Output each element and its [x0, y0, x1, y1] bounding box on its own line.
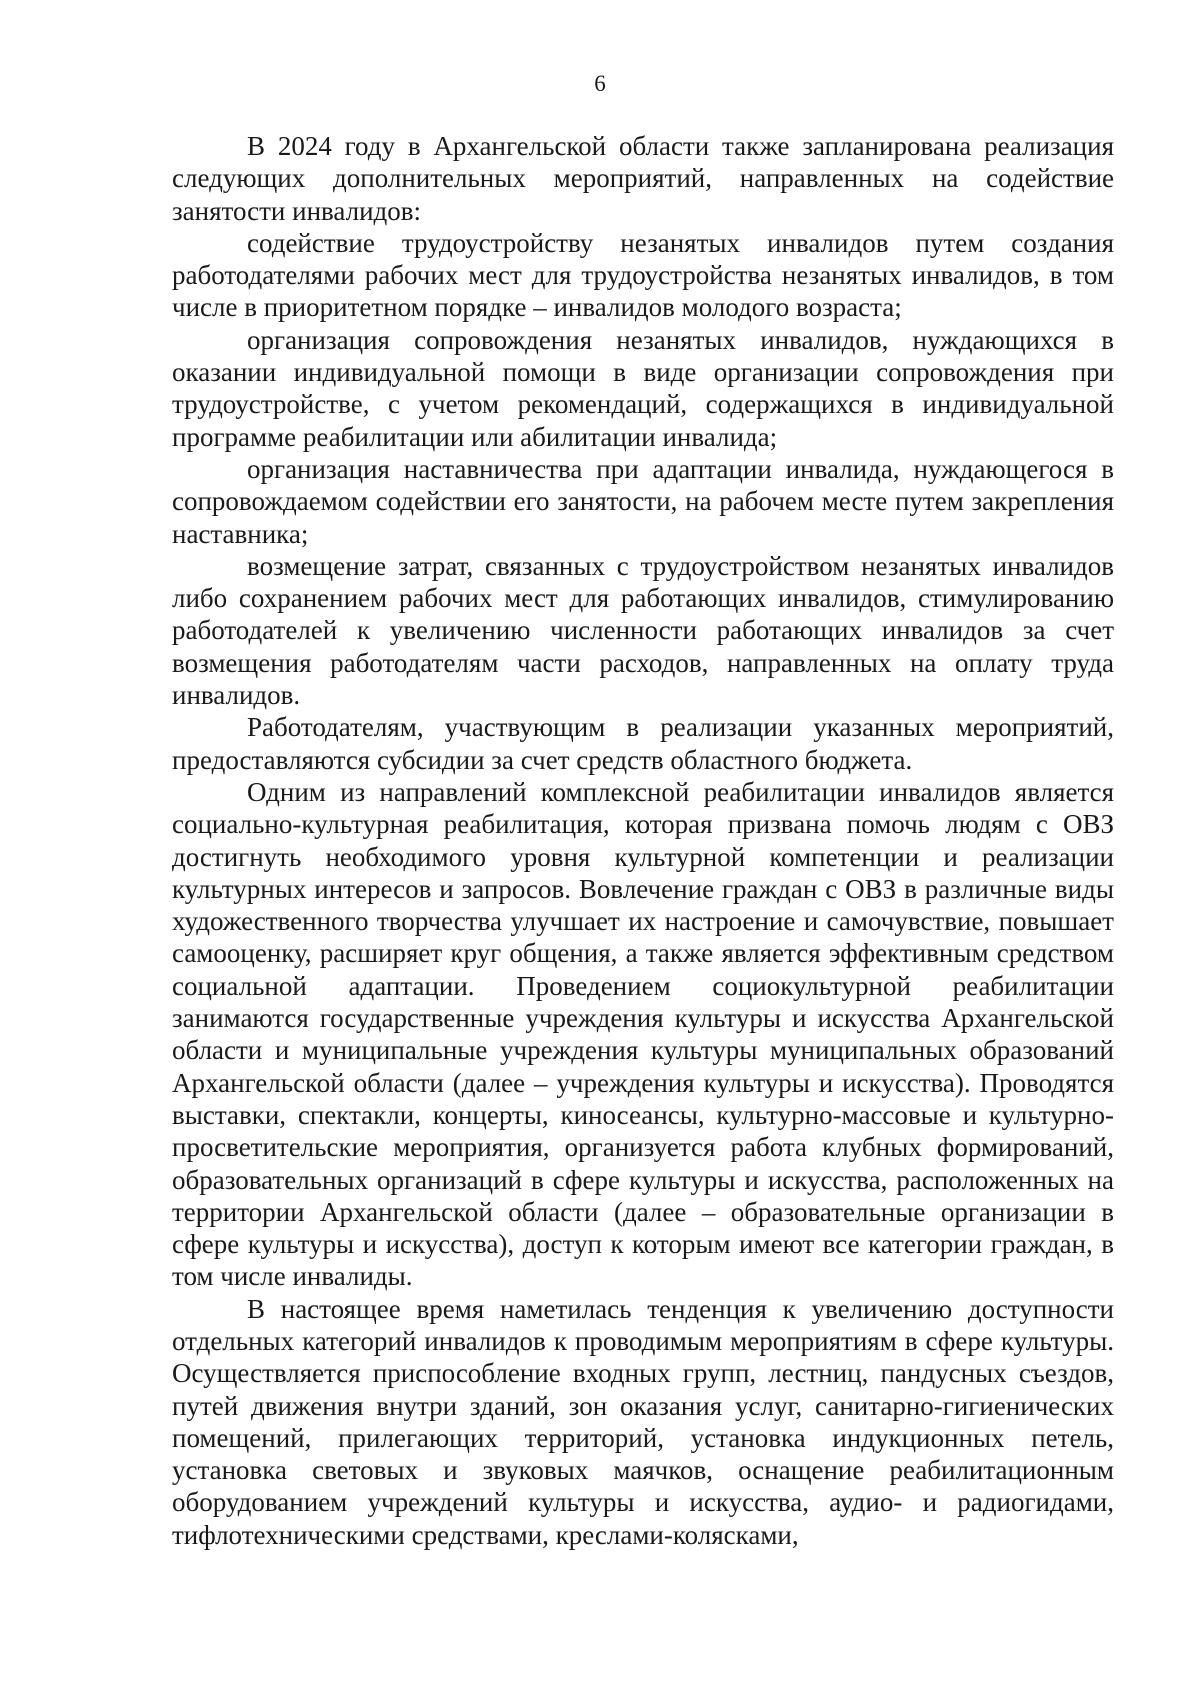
paragraph-intro: В 2024 году в Архангельской области также запланирована реализация следующих дополнительных мероприятий, направленных на содействие занятости инвалидов:: [172, 131, 1114, 226]
document-body: [172, 130, 1114, 1551]
paragraph-accessibility: В настоящее время наметилась тенденция к увеличению доступности отдельных категорий инвалидов к проводимым мероприятиям в сфере культуры. Осуществляется приспособление входных групп, лестниц, пандусных съездов, путей движения внутри зданий, зон оказания услуг, санитарно-гигиенических помещений, прилегающих территорий, установка индукционных петель, установка световых и звуковых маячков, оснащение реабилитационным оборудованием учреждений культуры и искусства, аудио- и радиогидами, тифлотехническими средствами, креслами-колясками,: [172, 1293, 1114, 1550]
paragraph-subsidies: Работодателям, участвующим в реализации указанных мероприятий, предоставляются субсидии за счет средств областного бюджета.: [172, 712, 1114, 775]
paragraph-list-item: организация сопровождения незанятых инвалидов, нуждающихся в оказании индивидуальной помощи в виде организации сопровождения при трудоустройстве, с учетом рекомендаций, содержащихся в индивидуальной программе реабилитации или абилитации инвалида;: [172, 324, 1114, 452]
page-number: 6: [594, 71, 606, 96]
paragraph-list-item: содействие трудоустройству незанятых инвалидов путем создания работодателями рабочих мест для трудоустройства незанятых инвалидов, в том числе в приоритетном порядке – инвалидов молодого возраста;: [172, 227, 1114, 323]
paragraph-list-item: возмещение затрат, связанных с трудоустройством незанятых инвалидов либо сохранением рабочих мест для работающих инвалидов, стимулированию работодателей к увеличению численности работающих инвалидов за счет возмещения работодателям части расходов, направленных на оплату труда инвалидов.: [172, 550, 1114, 711]
paragraph-list-item: организация наставничества при адаптации инвалида, нуждающегося в сопровождаемом содействии его занятости, на рабочем месте путем закрепления наставника;: [172, 453, 1114, 549]
paragraph-sociocultural-rehabilitation: Одним из направлений комплексной реабилитации инвалидов является социально-культурная реабилитация, которая призвана помочь людям с ОВЗ достигнуть необходимого уровня культурной компетенции и реализации культурных интересов и запросов. Вовлечение граждан с ОВЗ в различные виды художественного творчества улучшает их настроение и самочувствие, повышает самооценку, расширяет круг общения, а также является эффективным средством социальной адаптации. Проведением социокультурной реабилитации занимаются государственные учреждения культуры и искусства Архангельской области и муниципальные учреждения культуры муниципальных образований Архангельской области (далее – учреждения культуры и искусства). Проводятся выставки, спектакли, концерты, киносеансы, культурно-массовые и культурно-просветительские мероприятия, организуется работа клубных формирований, образовательных организаций в сфере культуры и искусства, расположенных на территории Архангельской области (далее – образовательные организации в сфере культуры и искусства), доступ к которым имеют все категории граждан, в том числе инвалиды.: [172, 776, 1114, 1292]
